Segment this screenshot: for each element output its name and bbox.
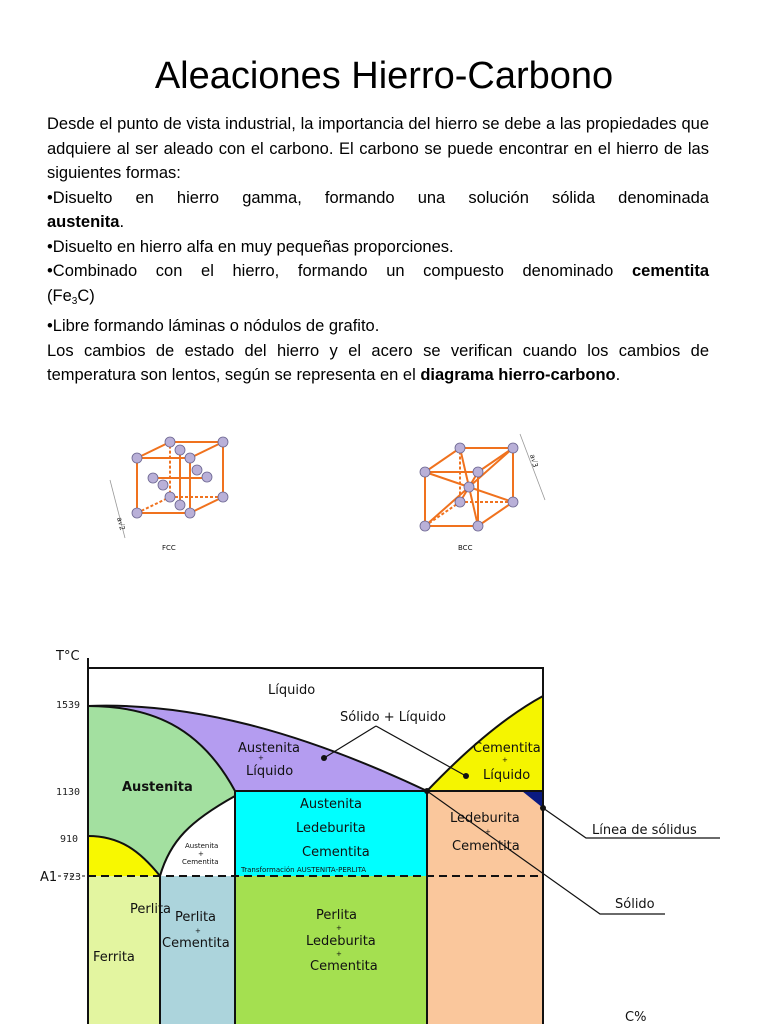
fcc-dimension: a√2: [115, 516, 127, 532]
label-perlita-cem-1: Perlita: [175, 910, 217, 925]
body-text: [47, 112, 709, 388]
label-led-cem-1: Ledeburita: [450, 811, 520, 826]
label-aus-liq-2: Líquido: [246, 764, 294, 779]
label-liquido: Líquido: [268, 683, 316, 698]
bullet-austenita-end: .: [119, 213, 125, 231]
label-transformacion: Transformación AUSTENITA-PERLITA: [241, 866, 367, 874]
callout-linea-solidus: Línea de sólidus: [592, 823, 697, 838]
region-ledeburita-cementita-low: [427, 876, 543, 1024]
label-perl-led-cem-plus2: +: [336, 950, 342, 958]
temp-910: 910: [60, 834, 79, 845]
label-led-cem-plus: +: [485, 828, 491, 836]
label-aus-led-cem-2: Ledeburita: [296, 821, 366, 836]
label-aus-cem-small-1: Austenita: [185, 842, 219, 850]
bullet-grafito: •Libre formando láminas o nódulos de grafito.: [47, 317, 380, 335]
bullet-cementita-text: •Combinado con el hierro, formando un compuesto denominado: [47, 262, 632, 280]
x-axis-label: C%: [625, 1010, 647, 1024]
label-perlita-cem-plus: +: [195, 927, 201, 935]
label-solido-liquido: Sólido + Líquido: [340, 710, 446, 725]
crystal-structures-svg: [0, 420, 768, 560]
page-title: Aleaciones Hierro-Carbono: [154, 55, 614, 97]
callout-dot-4: [424, 788, 430, 794]
label-aus-liq-1: Austenita: [238, 741, 300, 756]
label-perlita-cem-2: Cementita: [162, 936, 230, 951]
outro-end: .: [615, 366, 621, 384]
temp-1539: 1539: [56, 700, 81, 711]
y-axis-label: T°C: [56, 649, 80, 664]
label-aus-led-cem-1: Austenita: [300, 797, 362, 812]
bullet-alfa: •Disuelto en hierro alfa en muy pequeñas proporciones.: [47, 237, 454, 256]
austenita-term: austenita: [47, 213, 120, 231]
label-led-cem-2: Cementita: [452, 839, 520, 854]
temp-1130: 1130: [56, 787, 81, 798]
cementita-formula: [47, 284, 709, 315]
phase-diagram-svg: [0, 636, 768, 1024]
temp-723: 723: [63, 872, 82, 883]
label-perl-led-cem-plus1: +: [336, 924, 342, 932]
label-aus-liq-plus: +: [258, 754, 264, 762]
label-austenita: Austenita: [122, 780, 193, 795]
label-aus-cem-small-2: Cementita: [182, 858, 219, 866]
callout-solido: Sólido: [615, 897, 655, 912]
iron-carbon-diagram: [0, 636, 768, 1024]
label-aus-led-cem-3: Cementita: [302, 845, 370, 860]
formula-sub: 3: [71, 295, 78, 307]
callout-dot-3: [540, 805, 546, 811]
formula-pre: (Fe: [47, 286, 72, 305]
bullet-cementita: [47, 259, 709, 284]
outro-text: Los cambios de estado del hierro y el acero se verifican cuando los cambios de temperatura son lentos, según se representa en el: [47, 341, 709, 384]
intro-paragraph: Desde el punto de vista industrial, la importancia del hierro se debe a las propiedades que adquiere al ser aleado con el carbono. El carbono se puede encontrar en el hierro de las siguientes formas:: [47, 115, 709, 182]
region-perlita-ledeburita-cementita: [235, 876, 427, 1024]
label-cem-liq-plus: +: [502, 756, 508, 764]
cementita-term: cementita: [631, 262, 709, 280]
crystal-structures: [0, 420, 768, 560]
label-cem-liq-2: Líquido: [483, 768, 531, 783]
bcc-label: BCC: [458, 544, 473, 552]
a1-label: A1: [40, 870, 58, 885]
callout-dot-1: [321, 755, 327, 761]
label-perl-led-cem-3: Cementita: [310, 959, 378, 974]
bullet-austenita: [47, 186, 709, 211]
bcc-dimension: a√3: [528, 453, 540, 469]
label-aus-cem-small-plus: +: [198, 850, 204, 858]
label-perl-led-cem-1: Perlita: [316, 908, 358, 923]
outro-paragraph: [47, 339, 709, 388]
formula-post: C): [77, 286, 95, 305]
label-ferrita: Ferrita: [93, 950, 135, 965]
diagram-term: diagrama hierro-carbono: [420, 366, 616, 384]
callout-dot-2: [463, 773, 469, 779]
label-perl-led-cem-2: Ledeburita: [306, 934, 376, 949]
bullet-austenita-text: •Disuelto en hierro gamma, formando una solución sólida denominada: [47, 188, 709, 207]
fcc-label: FCC: [162, 544, 176, 552]
label-cem-liq-1: Cementita: [473, 741, 541, 756]
bullet-austenita-cont: [47, 210, 709, 235]
label-perlita: Perlita: [130, 902, 172, 917]
